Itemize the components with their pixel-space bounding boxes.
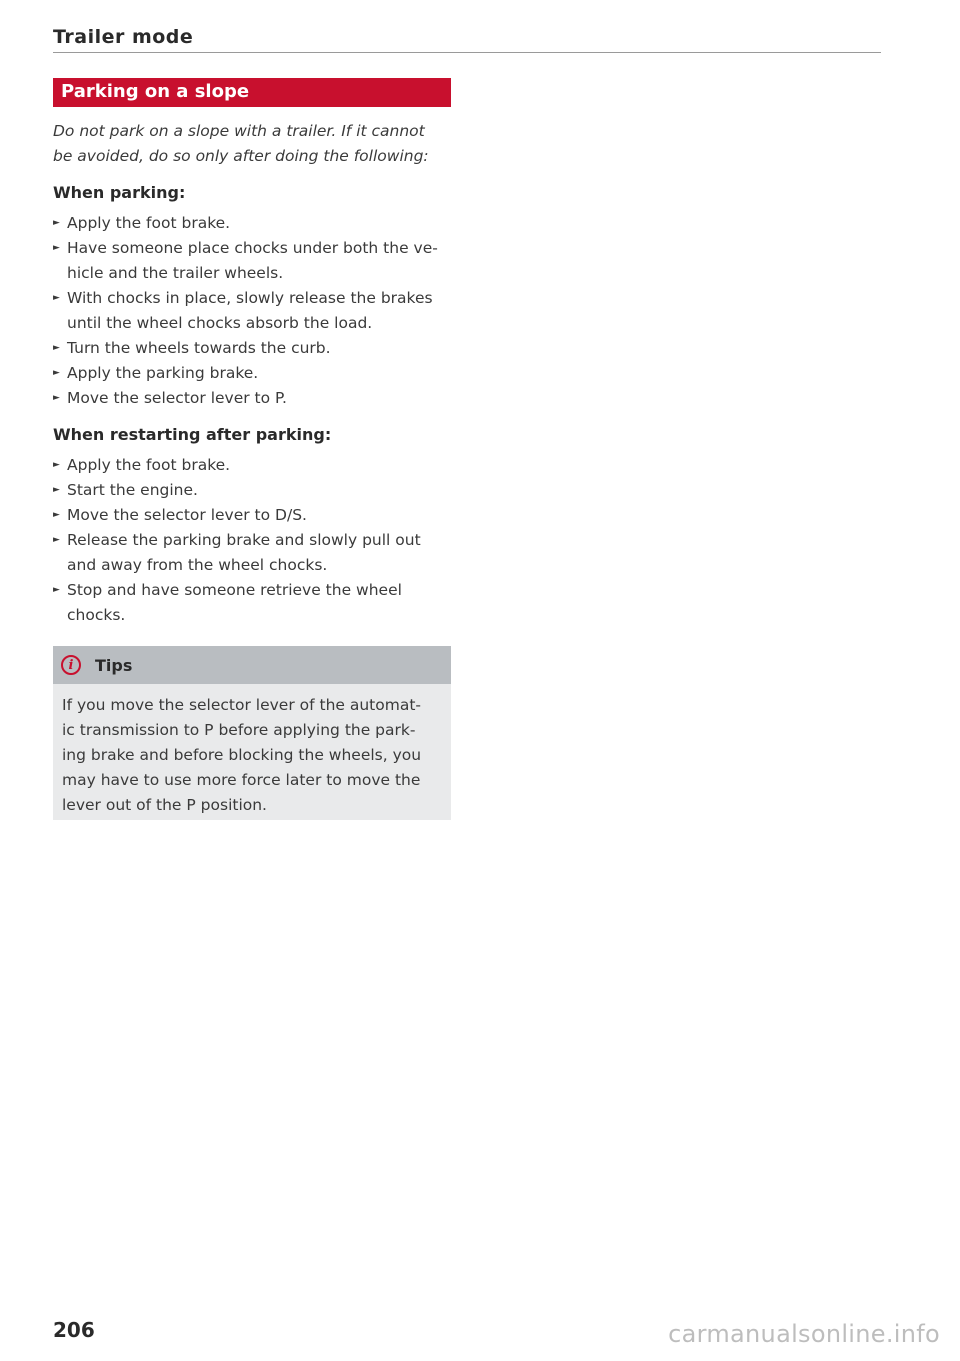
- page-number: 206: [53, 1318, 95, 1342]
- bullet-triangle-icon: ►: [53, 585, 60, 595]
- intro-text: [53, 119, 451, 169]
- tips-box: [53, 646, 451, 820]
- bullet-triangle-icon: ►: [53, 368, 60, 378]
- bullet-triangle-icon: ►: [53, 485, 60, 495]
- tips-line: If you move the selector lever of the automat-: [62, 696, 422, 714]
- section-title: Parking on a slope: [53, 78, 451, 107]
- tips-header: [53, 646, 451, 684]
- intro-line: Do not park on a slope with a trailer. If it cannot: [53, 122, 425, 140]
- header-divider: [53, 52, 881, 53]
- intro-line: be avoided, do so only after doing the following:: [53, 147, 429, 165]
- bullet-triangle-icon: ►: [53, 293, 60, 303]
- list-item: ► Apply the foot brake.: [53, 211, 451, 236]
- bullet-triangle-icon: ►: [53, 393, 60, 403]
- when-parking-heading: When parking:: [53, 183, 186, 202]
- list-item: ► Start the engine.: [53, 478, 451, 503]
- tips-line: ic transmission to P before applying the park-: [62, 721, 416, 739]
- info-icon: i: [61, 655, 81, 675]
- tips-line: lever out of the P position.: [62, 796, 267, 814]
- tips-line: may have to use more force later to move the: [62, 771, 421, 789]
- bullet-triangle-icon: ►: [53, 243, 60, 253]
- when-restarting-steps: [53, 453, 451, 628]
- list-item: ► With chocks in place, slowly release the brakes until the wheel chocks absorb the load.: [53, 286, 451, 336]
- bullet-triangle-icon: ►: [53, 218, 60, 228]
- bullet-triangle-icon: ►: [53, 535, 60, 545]
- list-item: ► Move the selector lever to D/S.: [53, 503, 451, 528]
- tips-title: Tips: [95, 655, 133, 675]
- when-parking-steps: [53, 211, 451, 411]
- list-item: ► Stop and have someone retrieve the wheel chocks.: [53, 578, 451, 628]
- bullet-triangle-icon: ►: [53, 343, 60, 353]
- tips-line: ing brake and before blocking the wheels, you: [62, 746, 422, 764]
- list-item: ► Turn the wheels towards the curb.: [53, 336, 451, 361]
- list-item: ► Apply the parking brake.: [53, 361, 451, 386]
- list-item: ► Release the parking brake and slowly pull out and away from the wheel chocks.: [53, 528, 451, 578]
- list-item: ► Have someone place chocks under both the ve- hicle and the trailer wheels.: [53, 236, 451, 286]
- watermark: carmanualsonline.info: [668, 1320, 940, 1348]
- running-header: Trailer mode: [53, 26, 194, 48]
- list-item: ► Move the selector lever to P.: [53, 386, 451, 411]
- bullet-triangle-icon: ►: [53, 460, 60, 470]
- content-column: [53, 78, 451, 820]
- list-item: ► Apply the foot brake.: [53, 453, 451, 478]
- tips-body: [53, 684, 451, 820]
- bullet-triangle-icon: ►: [53, 510, 60, 520]
- when-restarting-heading: When restarting after parking:: [53, 425, 332, 444]
